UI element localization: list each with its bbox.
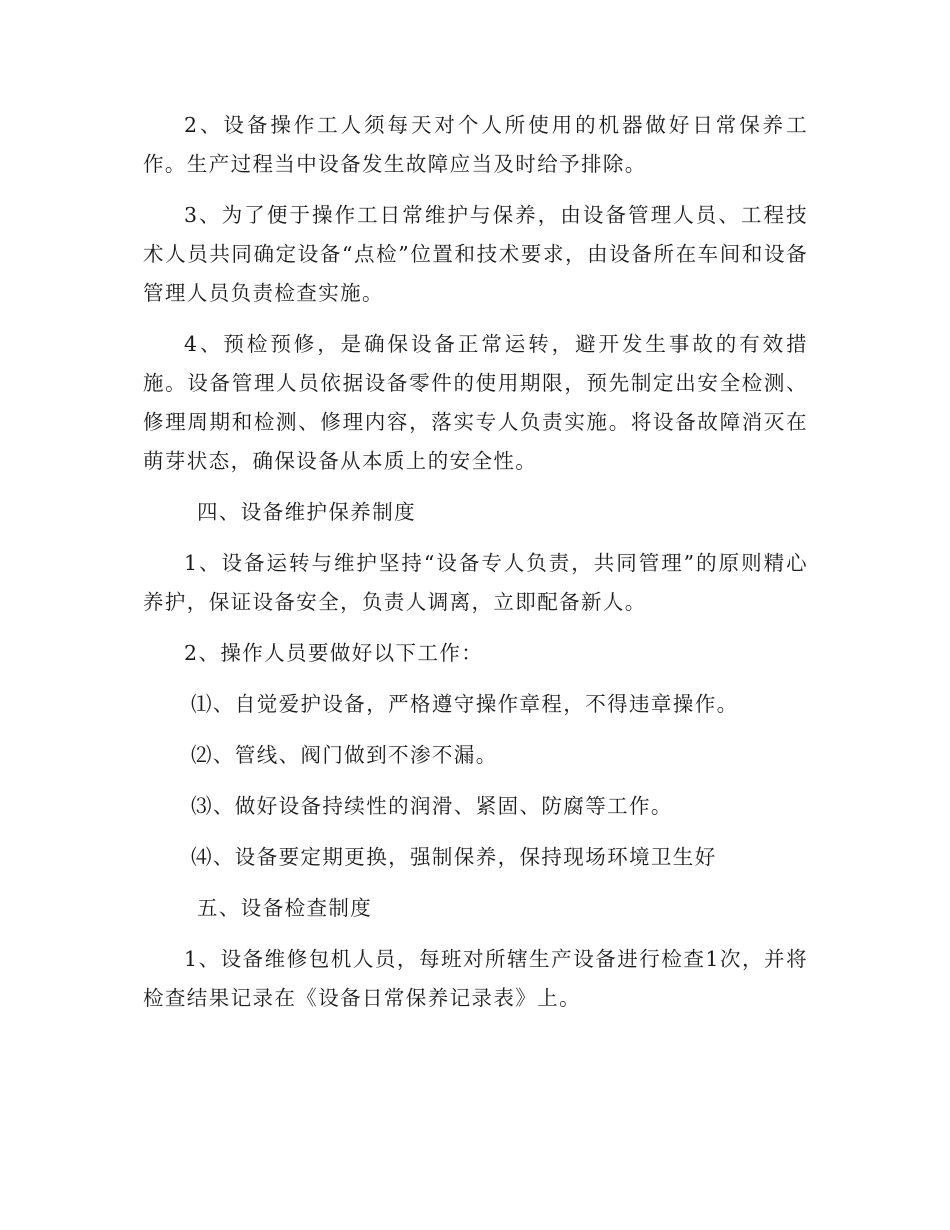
document-body xyxy=(143,106,808,1030)
section-heading-maintenance-system: 四、设备维护保养制度 xyxy=(197,500,416,524)
paragraph-preventive-maintenance: 4、预检预修，是确保设备正常运转，避开发生事故的有效措施。设备管理人员依据设备零件的使用期限，预先制定出安全检测、修理周期和检测、修理内容，落实专人负责实施。将设备故障消灭在萌芽状态，确保设备从本质上的安全性。 xyxy=(143,332,808,473)
paragraph-dedicated-responsibility: 1、设备运转与维护坚持“设备专人负责，共同管理”的原则精心养护，保证设备安全，负责人调离，立即配备新人。 xyxy=(143,551,808,614)
paragraph-spot-check: 3、为了便于操作工日常维护与保养，由设备管理人员、工程技术人员共同确定设备“点检”位置和技术要求，由设备所在车间和设备管理人员负责检查实施。 xyxy=(143,203,808,305)
paragraph-operator-duties: 2、操作人员要做好以下工作： xyxy=(184,641,484,665)
section-heading-inspection-system: 五、设备检查制度 xyxy=(197,896,373,920)
list-item-lubrication: ⑶、做好设备持续性的润滑、紧固、防腐等工作。 xyxy=(191,794,673,818)
list-item-care-equipment: ⑴、自觉爱护设备，严格遵守操作章程，不得违章操作。 xyxy=(191,692,739,716)
paragraph-shift-inspection: 1、设备维修包机人员，每班对所辖生产设备进行检查1次，并将检查结果记录在《设备日常保养记录表》上。 xyxy=(143,947,808,1010)
list-item-periodic-replacement: ⑷、设备要定期更换，强制保养，保持现场环境卫生好 xyxy=(191,845,717,869)
paragraph-daily-maintenance: 2、设备操作工人须每天对个人所使用的机器做好日常保养工作。生产过程当中设备发生故障应当及时给予排除。 xyxy=(143,113,808,176)
list-item-no-leaks: ⑵、管线、阀门做到不渗不漏。 xyxy=(191,743,498,767)
